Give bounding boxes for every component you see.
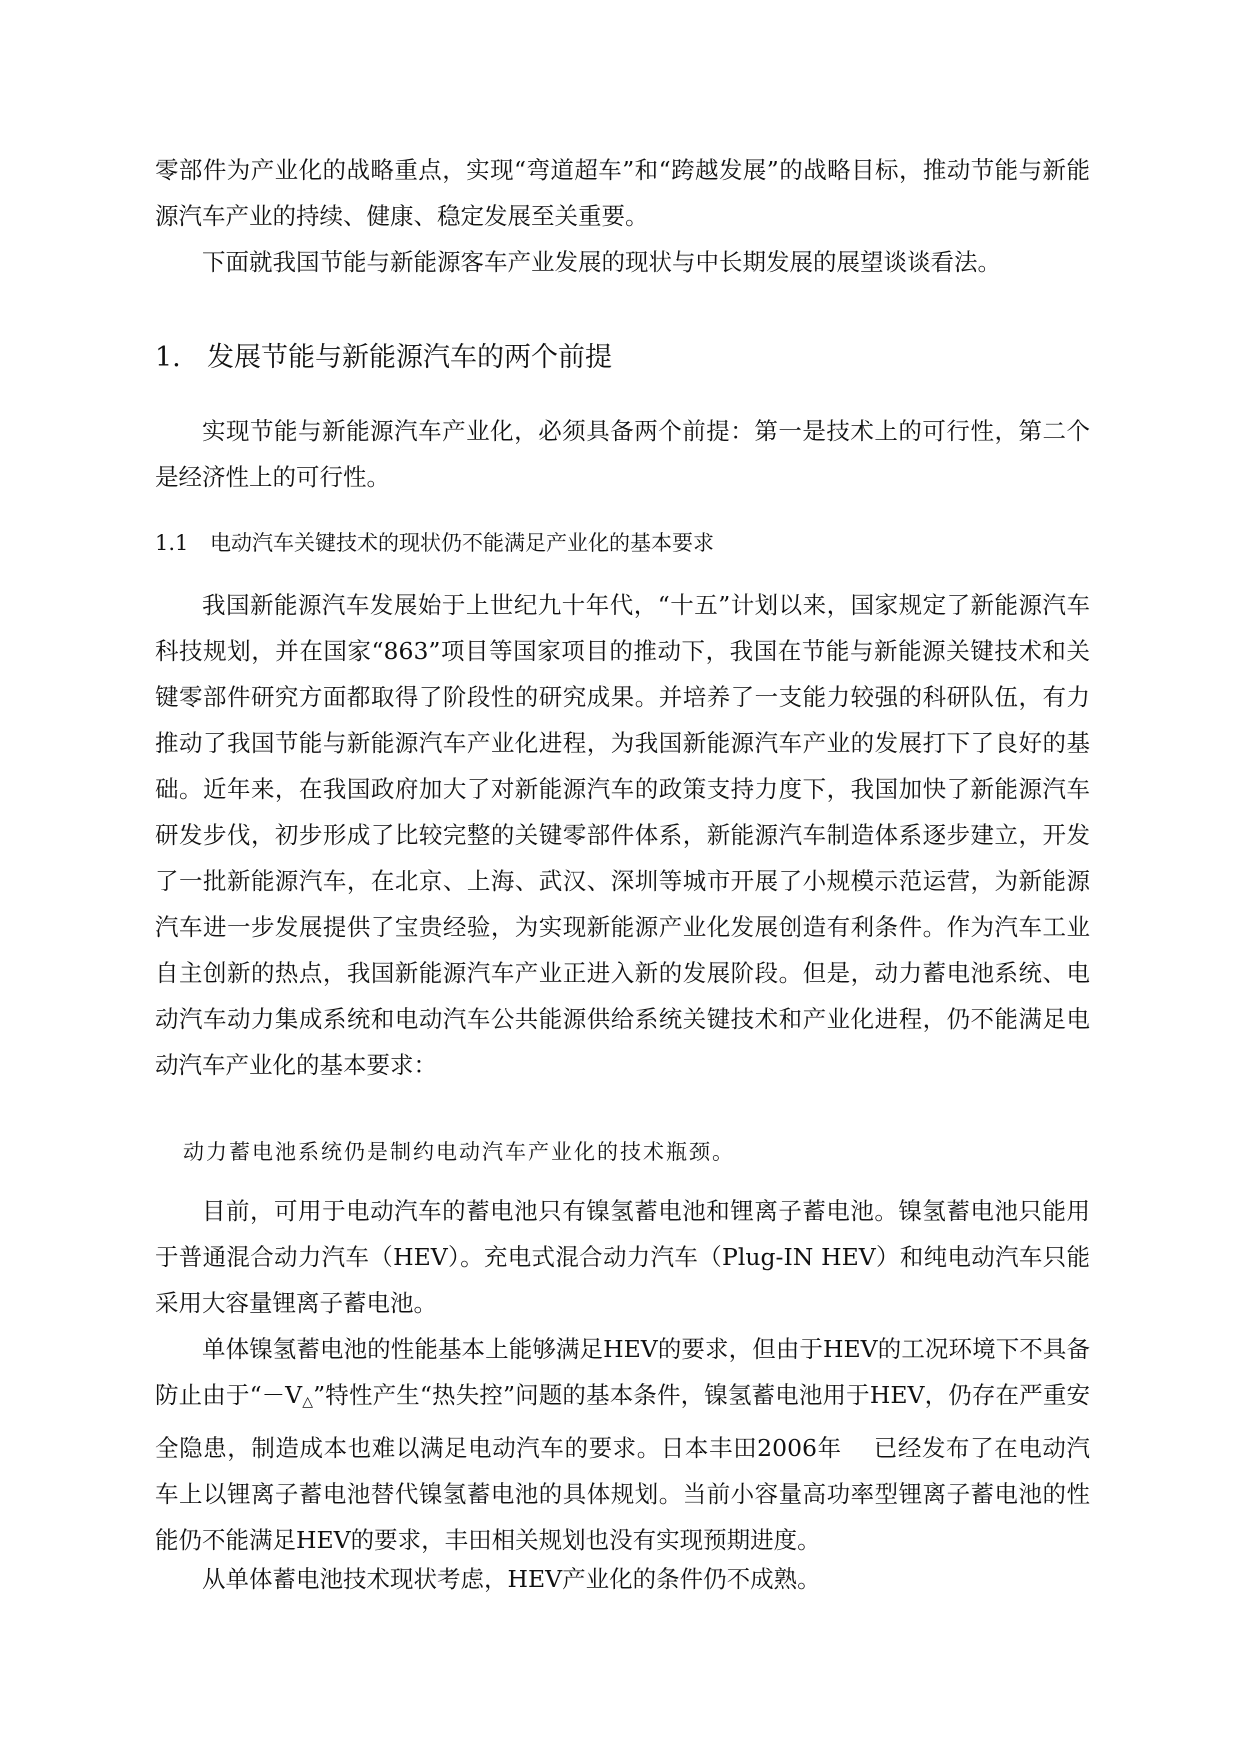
battery-bottleneck-subheading: 动力蓄电池系统仍是制约电动汽车产业化的技术瓶颈。	[183, 1140, 735, 1164]
section-1-title: 发展节能与新能源汽车的两个前提	[207, 342, 612, 373]
conclusion-paragraph: 从单体蓄电池技术现状考虑，HEV产业化的条件仍不成熟。	[202, 1565, 821, 1593]
intro-next-paragraph: 下面就我国节能与新能源客车产业发展的现状与中长期发展的展望谈谈看法。	[202, 248, 1001, 276]
nimh-text-part-1: 单体镍氢蓄电池的性能基本上能够满足HEV的要求，但由于HEV的工况环境下不具备防止由于“－V	[155, 1335, 1090, 1409]
nimh-text-part-2: ”特性产生“热失控”问题的基本条件，镍氢蓄电池用于HEV，仍存在严重安全隐患，制造成本也难以满足电动汽车的要求。日本丰田2006年 已经发布了在电动汽车上以锂离子蓄电池替代镍氢蓄电池的具体规划。当前小容量高功率型锂离子蓄电池的性能仍不能满足HEV的要求，丰田相关规划也没有实现预期进度。	[155, 1381, 1090, 1554]
delta-subscript: △	[302, 1394, 314, 1410]
section-1-1-title: 电动汽车关键技术的现状仍不能满足产业化的基本要求	[210, 531, 714, 555]
battery-types-paragraph: 目前，可用于电动汽车的蓄电池只有镍氢蓄电池和锂离子蓄电池。镍氢蓄电池只能用于普通混合动力汽车（HEV）。充电式混合动力汽车（Plug-IN HEV）和纯电动汽车只能采用大容量锂离子蓄电池。	[155, 1197, 1090, 1317]
section-1-1-body: 我国新能源汽车发展始于上世纪九十年代，“十五”计划以来，国家规定了新能源汽车科技规划，并在国家“863”项目等国家项目的推动下，我国在节能与新能源关键技术和关键零部件研究方面都取得了阶段性的研究成果。并培养了一支能力较强的科研队伍，有力推动了我国节能与新能源汽车产业化进程，为我国新能源汽车产业的发展打下了良好的基础。近年来，在我国政府加大了对新能源汽车的政策支持力度下，我国加快了新能源汽车研发步伐，初步形成了比较完整的关键零部件体系，新能源汽车制造体系逐步建立，开发了一批新能源汽车，在北京、上海、武汉、深圳等城市开展了小规模示范运营，为新能源汽车进一步发展提供了宝贵经验，为实现新能源产业化发展创造有利条件。作为汽车工业自主创新的热点，我国新能源汽车产业正进入新的发展阶段。但是，动力蓄电池系统、电动汽车动力集成系统和电动汽车公共能源供给系统关键技术和产业化进程，仍不能满足电动汽车产业化的基本要求：	[155, 591, 1090, 1079]
section-1-body: 实现节能与新能源汽车产业化，必须具备两个前提：第一是技术上的可行性，第二个是经济性上的可行性。	[155, 417, 1090, 491]
intro-continued-paragraph: 零部件为产业化的战略重点，实现“弯道超车”和“跨越发展”的战略目标，推动节能与新能源汽车产业的持续、健康、稳定发展至关重要。	[155, 156, 1090, 230]
section-1-heading	[155, 338, 612, 378]
section-1-1-number: 1.1	[155, 531, 189, 555]
nimh-paragraph	[155, 1326, 1090, 1563]
section-1-1-heading	[155, 525, 714, 561]
section-1-number: 1.	[155, 342, 181, 373]
